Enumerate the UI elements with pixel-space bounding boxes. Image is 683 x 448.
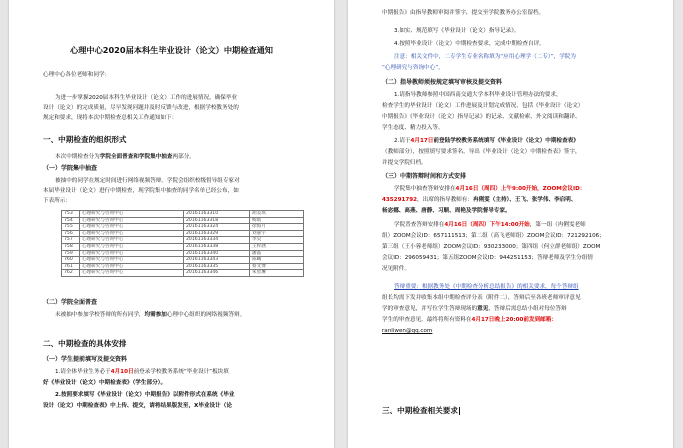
table-row (62, 211, 304, 218)
section-1-intro: 本次中期检查分为学院全面普查和学院集中抽查两部分。 (55, 154, 195, 160)
paragraph-line: 设计（论文）中期检查表》中上传、提交，请将结果版发至，X毕业设计（论 (43, 403, 232, 409)
table-cell: 20161163340 (184, 250, 250, 257)
note-line: 注意：相关文件中，二专学生专业名称填为“应用心理学（二专）”，学院为 (394, 54, 576, 60)
intro-line-2: 设计（论文）的完成质量，尽早发现问题并及时反馈与改进，根据学校教务处的 (43, 105, 239, 111)
document-page-left (9, 0, 334, 448)
table-cell: 心理研究与咨询中心 (80, 237, 184, 244)
section-2-title: 二、中期检查的具体安排 (43, 339, 127, 348)
table-cell: 朱星琳 (250, 270, 304, 277)
table-row (62, 237, 304, 244)
table-row (62, 224, 304, 231)
paragraph-line: 2.按照要求填写《毕业设计（论文）中期报告》以附件形式在系统《毕业 (55, 392, 235, 398)
table-cell: 756 (62, 230, 80, 237)
table-cell: 徐海月 (250, 224, 304, 231)
table-cell: 20161163329 (184, 230, 250, 237)
intro-line-1: 为进一步掌握2020届本科生毕业设计（论文）工作的进展情况，确保毕业 (55, 95, 238, 101)
table-row (62, 230, 304, 237)
paragraph-line: 学院集中抽查答辩安排在4月16日（周四）上午9:00开始，ZOOM会议ID： (394, 186, 586, 192)
subsection-title: （二）指导教师须按规定填写审核及提交资料 (382, 79, 503, 86)
intro-line-3: 规定和要求，现将本次中期检查总相关工作通知如下： (43, 115, 178, 121)
table-row (62, 257, 304, 264)
paragraph-line: 学院普查答辩安排在4月16日（周四）下午14:00开始，第一组（冉俐雯老师 (394, 222, 586, 228)
table-cell: 760 (62, 257, 80, 264)
table-cell: 761 (62, 263, 80, 270)
paragraph-line: 中期报告》由指导教师审阅并签字，提交至学院教务办公室留档。 (382, 10, 545, 16)
table-cell: 20161163343 (184, 257, 250, 264)
table-cell: 20161163334 (184, 237, 250, 244)
paragraph-line: 组）ZOOM会议ID：657111513；第二组（高飞老师组）ZOOM会议ID：721292106； (382, 233, 605, 239)
paragraph-line: （教师部分），按照填写要求签名，导出《毕业设计（论文）中期检查表》签字， (382, 149, 581, 155)
table-cell: 杨珉 (250, 217, 304, 224)
paragraph-line: 435291792，出席的指导教师有：冉俐雯（主持）、王飞、张学伟、李启明、 (382, 197, 577, 203)
table-cell: 胡美琪 (250, 211, 304, 218)
paragraph-line: 1.请全体毕业生务必于4月10日前登录学校教务系统“毕业设计”板块填 (55, 369, 229, 375)
table-cell: 刘嘉宇 (250, 230, 304, 237)
table-row (62, 263, 304, 270)
table-cell: 753 (62, 211, 80, 218)
subsection-title: （一）学生提前填写及提交资料 (43, 356, 128, 363)
table-row (62, 243, 304, 250)
salutation: 心理中心各位老师和同学： (43, 72, 111, 78)
paragraph-line: 3.如实、规范填写《毕业设计（论文）指导记录》。 (394, 28, 520, 34)
table-row (62, 217, 304, 224)
paragraph-line: 本届毕业设计（论文）进行中期检查，现学院集中抽查的同学名单已经公布，如 (43, 188, 239, 194)
paragraph-line: 中期报告》《毕业设计（论文）指导记录》的记录、文献检索、外文阅读和翻译、 (382, 114, 581, 120)
page-title: 心理中心2020届本科生毕业设计（论文）中期检查通知 (70, 45, 273, 55)
paragraph-line: 答辩重要：根据教务处《中期检查分析总结报告》的相关要求，每个答辩组 (394, 284, 579, 290)
paragraph-line: 学生的审查意见，最终将所有资料在4月17日晚上20:00前发到邮箱： (382, 317, 557, 323)
subsection-title: （一）学院集中抽查 (43, 165, 98, 172)
subsection-title: （二）学院全面普查 (43, 299, 98, 306)
table-cell: 20161163346 (184, 270, 250, 277)
table-row (62, 270, 304, 277)
note-line: “心理研究与咨询中心”。 (382, 65, 444, 71)
paragraph-line: 未被抽中参加学校答辩的所有同学，均需参加心理中心组织的网络视频答辩。 (55, 312, 246, 318)
table-cell: 李昊 (250, 237, 304, 244)
table-cell: 心理研究与咨询中心 (80, 243, 184, 250)
table-cell: 20161163310 (184, 211, 250, 218)
table-cell: 心理研究与咨询中心 (80, 211, 184, 218)
paragraph-line: 4.按照毕业设计（论文）中期检查要求，完成中期检查自评。 (394, 41, 545, 47)
table-row (62, 250, 304, 257)
student-list-table (61, 210, 304, 277)
table-cell: 心理研究与咨询中心 (80, 250, 184, 257)
paragraph-line: 下表所示： (43, 198, 71, 204)
table-cell: 心理研究与咨询中心 (80, 263, 184, 270)
section-3-title: 三、中期检查相关要求 (382, 406, 458, 415)
table-cell: 20161163324 (184, 224, 250, 231)
table-cell: 20161163335 (184, 263, 250, 270)
table-cell: 陈曦 (250, 257, 304, 264)
paragraph-line: 好《毕业设计（论文）中期检查表》（学生部分）。 (43, 380, 167, 386)
table-cell: 762 (62, 270, 80, 277)
table-cell: 20161163318 (184, 217, 250, 224)
table-cell: 754 (62, 217, 80, 224)
section-1-title: 一、中期检查的组织形式 (43, 135, 127, 144)
paragraph-line: 2.请于4月17日前登陆学校教务系统填写《毕业设计（论文）中期检查表》 (394, 138, 579, 144)
table-cell: 759 (62, 250, 80, 257)
table-cell: 755 (62, 224, 80, 231)
document-page-right (348, 0, 673, 448)
subsection-title: （三）中期答辩时间和方式安排 (382, 173, 467, 180)
table-cell: 心理研究与咨询中心 (80, 270, 184, 277)
paragraph-line: 学的审查意见，并写位学生答辩现场的意见，答辩后需总结小组对每位答辩 (382, 306, 567, 312)
paragraph-line: 杨宓娜、高燕、唐静、习顺、周艳及学院督导专家。 (382, 208, 511, 214)
text-cursor (459, 407, 460, 415)
paragraph-line: 学生态度、精力投入等。 (382, 125, 444, 131)
table-cell: 心理研究与咨询中心 (80, 230, 184, 237)
table-cell: 心理研究与咨询中心 (80, 257, 184, 264)
table-cell: 758 (62, 243, 80, 250)
paragraph-line: 并提交学院归档。 (382, 160, 427, 166)
paragraph-line: 会议ID：296059431；第五组ZOOM会议ID：944251153；答辩老师及学生分组情 (382, 255, 593, 261)
paragraph-line: 况见附件。 (382, 266, 410, 272)
paragraph-line: 组长均需下发并收集本组中期检查评分表（附件二），答辩后至各班老师审评意见 (382, 295, 581, 301)
table-cell: 心理研究与咨询中心 (80, 217, 184, 224)
table-cell: 757 (62, 237, 80, 244)
paragraph-line: 被抽中的同学在规定时间进行网络视频答辩。学院会组织校级督导组专家对 (55, 178, 240, 184)
table-cell: 心理研究与咨询中心 (80, 224, 184, 231)
paragraph-line: 第三组（王小蓉老师组）ZOOM会议ID：930233000；第四组（何立群老师组）ZOOM (382, 244, 601, 250)
table-cell: 20161163338 (184, 243, 250, 250)
table-cell: 王梓涵 (250, 243, 304, 250)
table-cell: 潘晶 (250, 250, 304, 257)
paragraph-line: 检查学生的毕业设计（论文）工作进展及计划完成情况，包括《毕业设计（论文） (382, 103, 584, 109)
email-link[interactable]: ranliwen@qq.com (382, 328, 433, 334)
table-cell: 蔡文博 (250, 263, 304, 270)
paragraph-line: 1.请指导教师参照中国西南交通大学本科毕业设计管理办法的要求， (394, 92, 562, 98)
